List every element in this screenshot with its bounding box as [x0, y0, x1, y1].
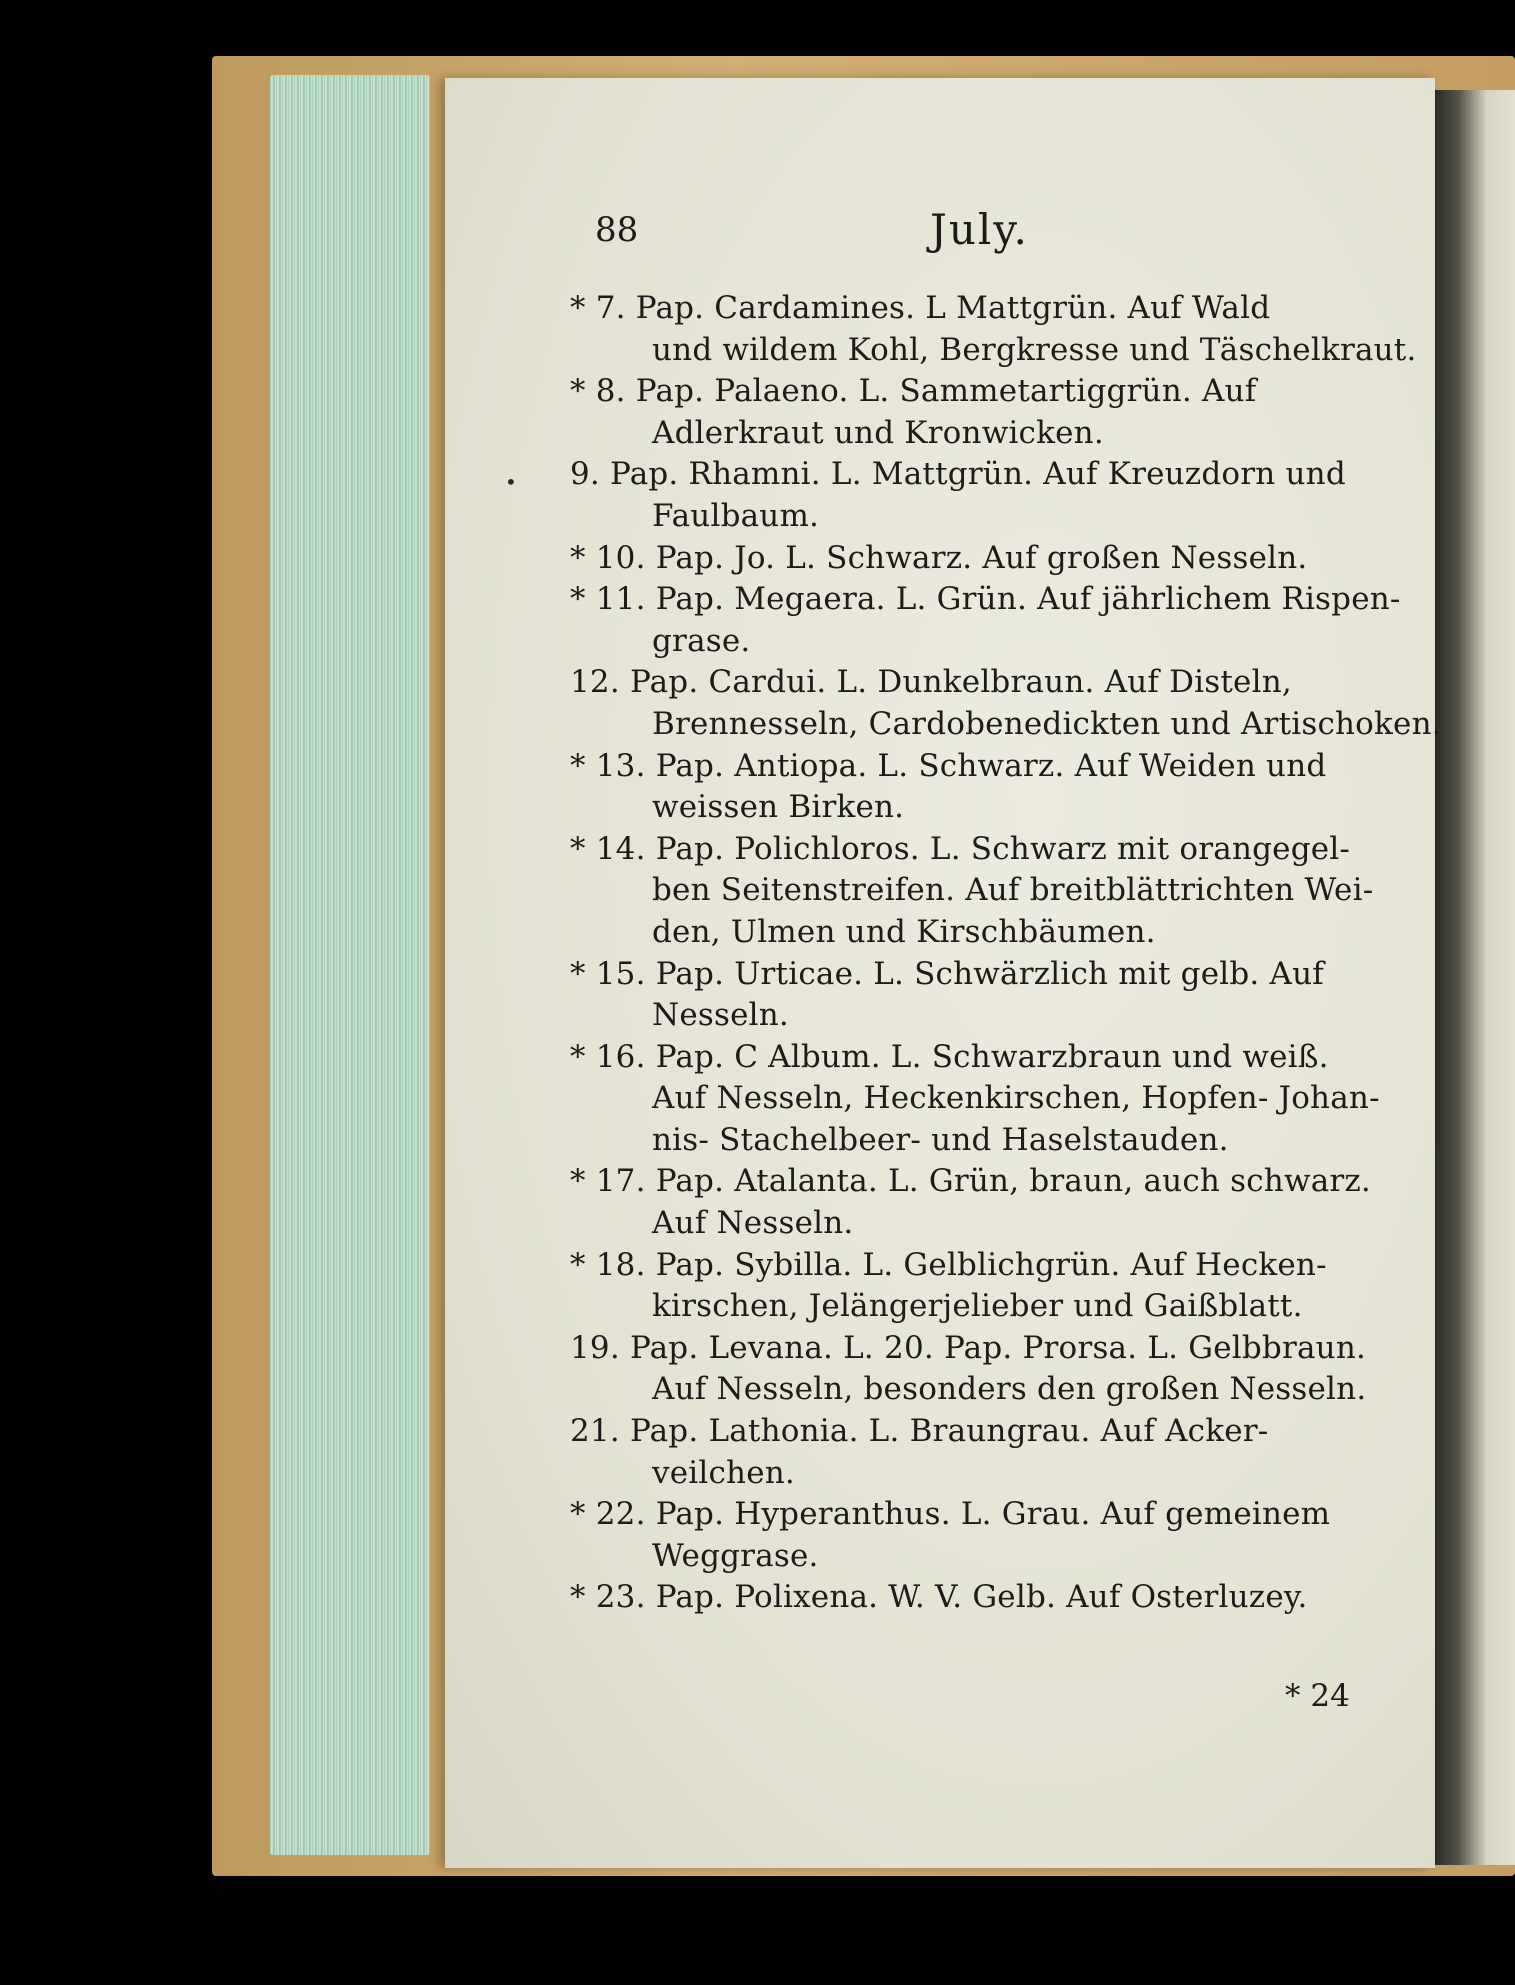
facing-page-edge: [1435, 90, 1515, 1865]
species-entry: [570, 1037, 1380, 1162]
entry-continuation-line: nis- Stachelbeer- und Haselstauden.: [652, 1121, 1229, 1158]
entry-heading-line: * 8. Pap. Palaeno. L. Sammetartiggrün. Auf: [570, 373, 1257, 410]
entry-continuation-line: weissen Birken.: [652, 789, 905, 826]
entry-heading-line: * 17. Pap. Atalanta. L. Grün, braun, auch schwarz.: [570, 1163, 1371, 1200]
entry-continuation-line: Auf Nesseln, besonders den großen Nesseln.: [652, 1371, 1367, 1408]
entry-continuation-line: Adlerkraut und Kronwicken.: [652, 414, 1104, 451]
page-number: 88: [595, 210, 639, 250]
species-entry: [570, 829, 1374, 954]
species-entry: [570, 288, 1417, 371]
entry-heading-line: 9. Pap. Rhamni. L. Mattgrün. Auf Kreuzdorn und: [570, 456, 1346, 493]
species-entry: [570, 746, 1370, 829]
species-entry: [570, 579, 1401, 662]
entry-continuation-line: Auf Nesseln, Heckenkirschen, Hopfen- Johan-: [652, 1080, 1380, 1117]
species-entry: [570, 1161, 1370, 1244]
page-edges: [270, 75, 430, 1855]
species-entry: [570, 1494, 1370, 1577]
margin-mark: •: [505, 470, 517, 494]
entry-continuation-line: Auf Nesseln.: [652, 1205, 854, 1242]
species-entry: [570, 371, 1370, 454]
entry-heading-line: * 10. Pap. Jo. L. Schwarz. Auf großen Nesseln.: [570, 539, 1308, 576]
species-entry: [570, 454, 1370, 537]
catchword: * 24: [1285, 1678, 1350, 1714]
entry-continuation-line: ben Seitenstreifen. Auf breitblättrichten Wei-: [652, 872, 1374, 909]
entry-continuation-line: veilchen.: [652, 1454, 795, 1491]
entry-heading-line: * 23. Pap. Polixena. W. V. Gelb. Auf Osterluzey.: [570, 1579, 1308, 1616]
species-list: [570, 288, 1442, 1619]
entry-continuation-line: Weggrase.: [652, 1537, 819, 1574]
entry-heading-line: * 15. Pap. Urticae. L. Schwärzlich mit gelb. Auf: [570, 955, 1324, 992]
entry-heading-line: * 11. Pap. Megaera. L. Grün. Auf jährlichem Rispen-: [570, 581, 1401, 618]
entry-heading-line: * 7. Pap. Cardamines. L Mattgrün. Auf Wald: [570, 290, 1271, 326]
entry-continuation-line: grase.: [652, 622, 751, 659]
species-entry: [570, 662, 1442, 745]
entry-continuation-line: kirschen, Jelängerjelieber und Gaißblatt.: [652, 1288, 1303, 1325]
entry-continuation-line: den, Ulmen und Kirschbäumen.: [652, 913, 1156, 950]
species-entry: [570, 1577, 1370, 1619]
entry-continuation-line: Brennesseln, Cardobenedickten und Artischoken.: [652, 705, 1442, 742]
entry-heading-line: 12. Pap. Cardui. L. Dunkelbraun. Auf Disteln,: [570, 664, 1292, 701]
species-entry: [570, 1245, 1370, 1328]
entry-heading-line: 19. Pap. Levana. L. 20. Pap. Prorsa. L. Gelbbraun.: [570, 1329, 1367, 1366]
entry-heading-line: * 16. Pap. C Album. L. Schwarzbraun und weiß.: [570, 1038, 1329, 1075]
entry-continuation-line: Nesseln.: [652, 997, 789, 1034]
species-entry: [570, 1411, 1370, 1494]
entry-continuation-line: und wildem Kohl, Bergkresse und Täschelkraut.: [652, 331, 1417, 368]
entry-heading-line: 21. Pap. Lathonia. L. Braungrau. Auf Acker-: [570, 1413, 1269, 1450]
entry-heading-line: * 22. Pap. Hyperanthus. L. Grau. Auf gemeinem: [570, 1496, 1331, 1533]
species-entry: [570, 954, 1370, 1037]
entry-heading-line: * 18. Pap. Sybilla. L. Gelblichgrün. Auf Hecken-: [570, 1246, 1327, 1283]
species-entry: [570, 1328, 1370, 1411]
entry-heading-line: * 13. Pap. Antiopa. L. Schwarz. Auf Weiden und: [570, 747, 1327, 784]
entry-continuation-line: Faulbaum.: [652, 497, 820, 534]
species-entry: [570, 538, 1370, 580]
running-head: July.: [930, 205, 1029, 254]
entry-heading-line: * 14. Pap. Polichloros. L. Schwarz mit orangegel-: [570, 830, 1351, 867]
